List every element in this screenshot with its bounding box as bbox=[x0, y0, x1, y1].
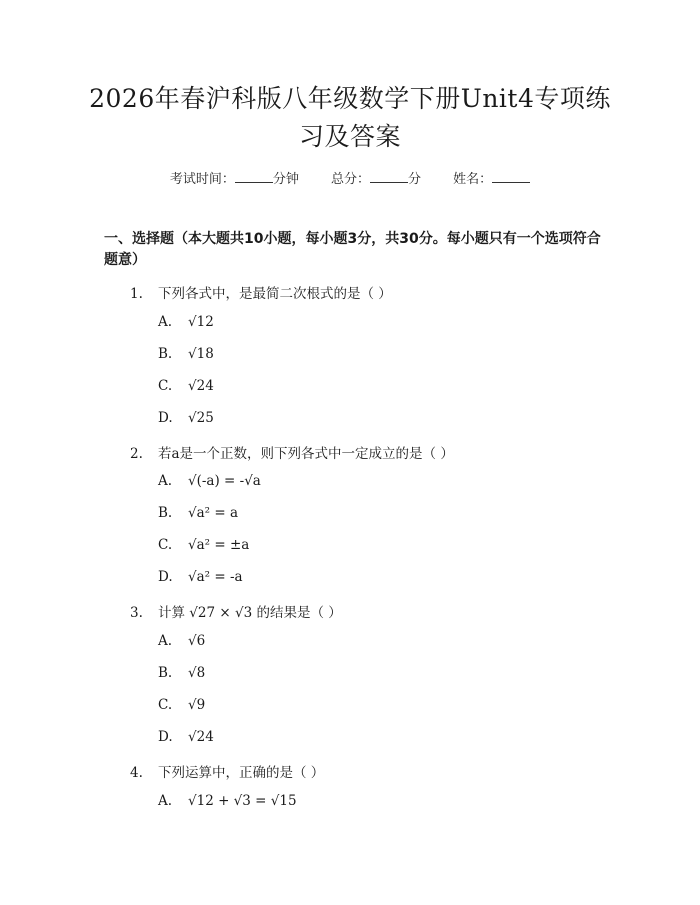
question-3-option-b[interactable] bbox=[158, 665, 205, 681]
section-heading: 一、选择题（本大题共10小题，每小题3分，共30分。每小题只有一个选项符合题意） bbox=[104, 231, 601, 268]
option-text: √a² = ±a bbox=[188, 537, 250, 553]
option-letter: C. bbox=[158, 378, 173, 394]
exam-time-field bbox=[170, 168, 299, 187]
question-text: 下列各式中，是最简二次根式的是（ ） bbox=[158, 286, 392, 302]
question-text: 下列运算中，正确的是（ ） bbox=[158, 765, 325, 781]
question-number: 3. bbox=[130, 605, 143, 621]
question-3-option-a[interactable] bbox=[158, 633, 205, 649]
option-text: √12 + √3 = √15 bbox=[188, 793, 297, 809]
option-letter: D. bbox=[158, 410, 173, 426]
question-3-option-c[interactable] bbox=[158, 697, 205, 713]
option-text: √24 bbox=[188, 378, 214, 394]
question-number: 1. bbox=[130, 286, 143, 302]
question-2 bbox=[130, 442, 454, 462]
question-2-option-b[interactable] bbox=[158, 505, 238, 521]
option-text: √a² = a bbox=[188, 505, 239, 521]
option-text: √6 bbox=[188, 633, 206, 649]
option-letter: B. bbox=[158, 665, 173, 681]
exam-time-label: 考试时间： bbox=[169, 172, 235, 187]
question-1 bbox=[130, 282, 392, 302]
question-4 bbox=[130, 761, 324, 781]
option-letter: C. bbox=[158, 697, 173, 713]
option-letter: A. bbox=[158, 793, 173, 809]
question-4-option-a[interactable] bbox=[158, 793, 297, 809]
exam-time-unit: 分钟 bbox=[272, 172, 299, 187]
question-number: 2. bbox=[130, 446, 143, 462]
option-letter: B. bbox=[158, 346, 173, 362]
student-name-field bbox=[453, 168, 530, 187]
total-score-blank[interactable] bbox=[370, 171, 408, 183]
option-text: √8 bbox=[188, 665, 206, 681]
page-title: 2026年春沪科版八年级数学下册Unit4专项练习及答案 bbox=[89, 84, 611, 151]
question-1-option-d[interactable] bbox=[158, 410, 214, 426]
option-letter: A. bbox=[158, 314, 173, 330]
total-score-field bbox=[331, 168, 421, 187]
exam-info-row bbox=[0, 168, 700, 187]
question-3-option-d[interactable] bbox=[158, 729, 214, 745]
exam-time-blank[interactable] bbox=[235, 171, 273, 183]
option-text: √(-a) = -√a bbox=[188, 473, 261, 489]
option-text: √9 bbox=[188, 697, 206, 713]
question-1-option-a[interactable] bbox=[158, 314, 214, 330]
option-letter: B. bbox=[158, 505, 173, 521]
option-text: √a² = -a bbox=[188, 569, 243, 585]
question-2-option-c[interactable] bbox=[158, 537, 249, 553]
option-letter: A. bbox=[158, 633, 173, 649]
total-score-unit: 分 bbox=[408, 172, 422, 187]
option-text: √24 bbox=[188, 729, 214, 745]
option-letter: A. bbox=[158, 473, 173, 489]
student-name-blank[interactable] bbox=[492, 171, 530, 183]
option-text: √25 bbox=[188, 410, 214, 426]
question-3 bbox=[130, 601, 342, 621]
question-text: 若a是一个正数，则下列各式中一定成立的是（ ） bbox=[158, 446, 454, 462]
student-name-label: 姓名： bbox=[453, 172, 493, 187]
question-1-option-b[interactable] bbox=[158, 346, 214, 362]
question-2-option-d[interactable] bbox=[158, 569, 243, 585]
option-text: √12 bbox=[188, 314, 214, 330]
option-letter: D. bbox=[158, 729, 173, 745]
option-letter: D. bbox=[158, 569, 173, 585]
option-letter: C. bbox=[158, 537, 173, 553]
question-2-option-a[interactable] bbox=[158, 473, 261, 489]
question-text: 计算 √27 × √3 的结果是（ ） bbox=[158, 605, 342, 621]
question-number: 4. bbox=[130, 765, 143, 781]
question-1-option-c[interactable] bbox=[158, 378, 214, 394]
total-score-label: 总分： bbox=[330, 172, 370, 187]
option-text: √18 bbox=[188, 346, 214, 362]
